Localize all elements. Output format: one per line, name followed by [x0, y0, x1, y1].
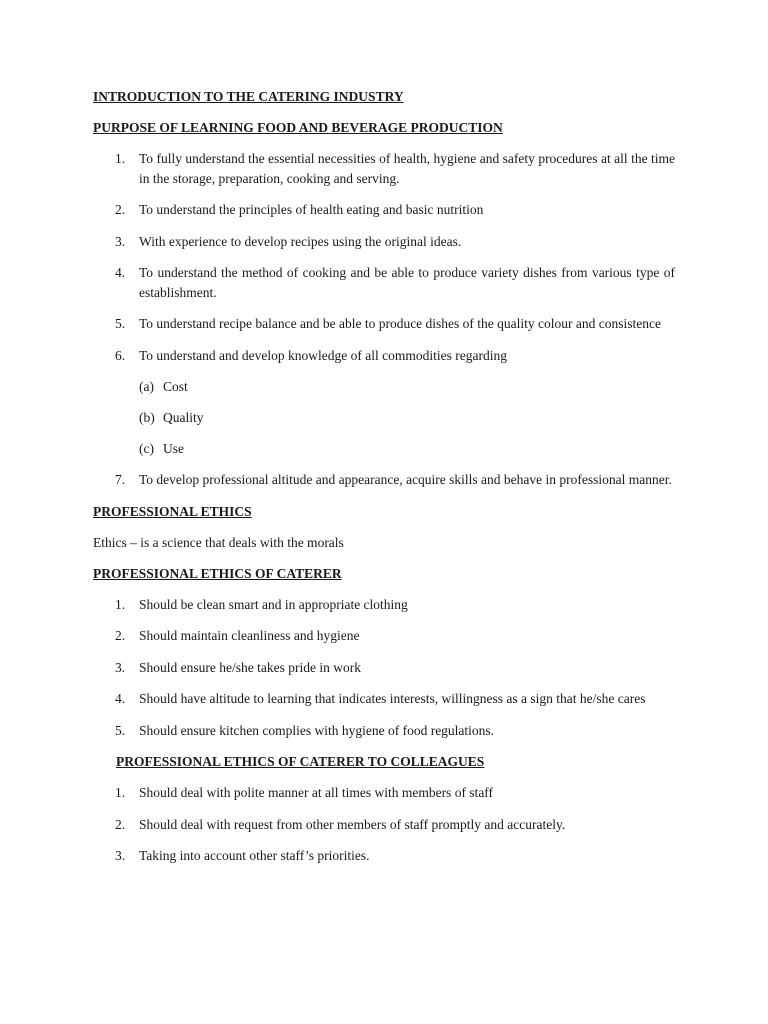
list-item	[93, 346, 675, 459]
purpose-list	[93, 149, 675, 490]
sublist-item	[139, 377, 675, 396]
list-text: Should have altitude to learning that indicates interests, willingness as a sign that he/she cares	[139, 691, 646, 706]
list-text: To understand the principles of health eating and basic nutrition	[139, 202, 484, 217]
list-number: 1.	[115, 596, 126, 612]
list-number: 2.	[115, 816, 126, 832]
list-item	[93, 689, 675, 709]
sublist-letter: (a)	[139, 379, 154, 394]
list-item	[93, 263, 675, 302]
list-item	[93, 470, 675, 490]
list-number: 4.	[115, 691, 126, 706]
list-text: Should deal with polite manner at all times with members of staff	[139, 785, 494, 800]
section-heading-ethics: PROFESSIONAL ETHICS	[93, 503, 252, 519]
list-number: 7.	[115, 472, 126, 487]
list-text: To understand and develop knowledge of all commodities regarding	[139, 347, 507, 363]
sublist-text: Quality	[163, 410, 204, 425]
list-item	[93, 783, 675, 803]
list-number: 1.	[115, 785, 126, 800]
list-text: Should be clean smart and in appropriate clothing	[139, 596, 408, 612]
caterer-ethics-list	[93, 595, 675, 741]
list-number: 4.	[115, 265, 126, 280]
list-text: Taking into account other staff’s priorities.	[139, 848, 370, 863]
list-number: 1.	[115, 151, 126, 166]
list-item	[93, 149, 675, 188]
list-number: 2.	[115, 628, 126, 643]
list-number: 3.	[115, 659, 126, 675]
colleagues-ethics-list	[93, 783, 675, 866]
list-item	[93, 658, 675, 678]
list-item	[93, 846, 675, 866]
list-number: 6.	[115, 347, 126, 363]
sublist-text: Cost	[163, 379, 188, 394]
list-text: To understand the method of cooking and be able to produce variety dishes from various type of establishment.	[139, 265, 675, 300]
list-text: With experience to develop recipes using the original ideas.	[139, 233, 462, 249]
list-text: Should maintain cleanliness and hygiene	[139, 628, 360, 643]
sublist-item	[139, 439, 675, 458]
sublist-letter: (c)	[139, 441, 154, 456]
list-number: 3.	[115, 233, 126, 249]
list-text: To fully understand the essential necessities of health, hygiene and safety procedures at all the time in the storage, preparation, cooking and serving.	[139, 151, 675, 186]
document-title: INTRODUCTION TO THE CATERING INDUSTRY	[93, 89, 404, 104]
document-page	[93, 87, 675, 878]
list-item	[93, 595, 675, 615]
list-item	[93, 200, 675, 220]
sublist-item	[139, 408, 675, 427]
list-text: Should ensure kitchen complies with hygiene of food regulations.	[139, 722, 495, 738]
list-text: Should ensure he/she takes pride in work	[139, 659, 361, 675]
section-heading-purpose: PURPOSE OF LEARNING FOOD AND BEVERAGE PRODUCTION	[93, 120, 503, 135]
sublist-letter: (b)	[139, 410, 155, 425]
list-item	[93, 626, 675, 646]
list-text: Should deal with request from other members of staff promptly and accurately.	[139, 816, 566, 832]
list-number: 5.	[115, 722, 126, 738]
list-item	[93, 721, 675, 741]
list-number: 2.	[115, 202, 126, 217]
section-heading-caterer-ethics: PROFESSIONAL ETHICS OF CATERER	[93, 565, 342, 581]
list-text: To understand recipe balance and be able to produce dishes of the quality colour and consistence	[139, 316, 661, 331]
list-text: To develop professional altitude and appearance, acquire skills and behave in professional manner.	[139, 472, 672, 487]
sublist-text: Use	[163, 441, 184, 456]
list-number: 5.	[115, 316, 126, 331]
list-item	[93, 232, 675, 252]
ethics-definition: Ethics – is a science that deals with the morals	[93, 534, 344, 550]
list-item	[93, 815, 675, 835]
commodities-sublist	[139, 377, 675, 458]
list-number: 3.	[115, 848, 126, 863]
list-item	[93, 314, 675, 334]
section-heading-colleagues: PROFESSIONAL ETHICS OF CATERER TO COLLEAGUES	[116, 754, 485, 769]
